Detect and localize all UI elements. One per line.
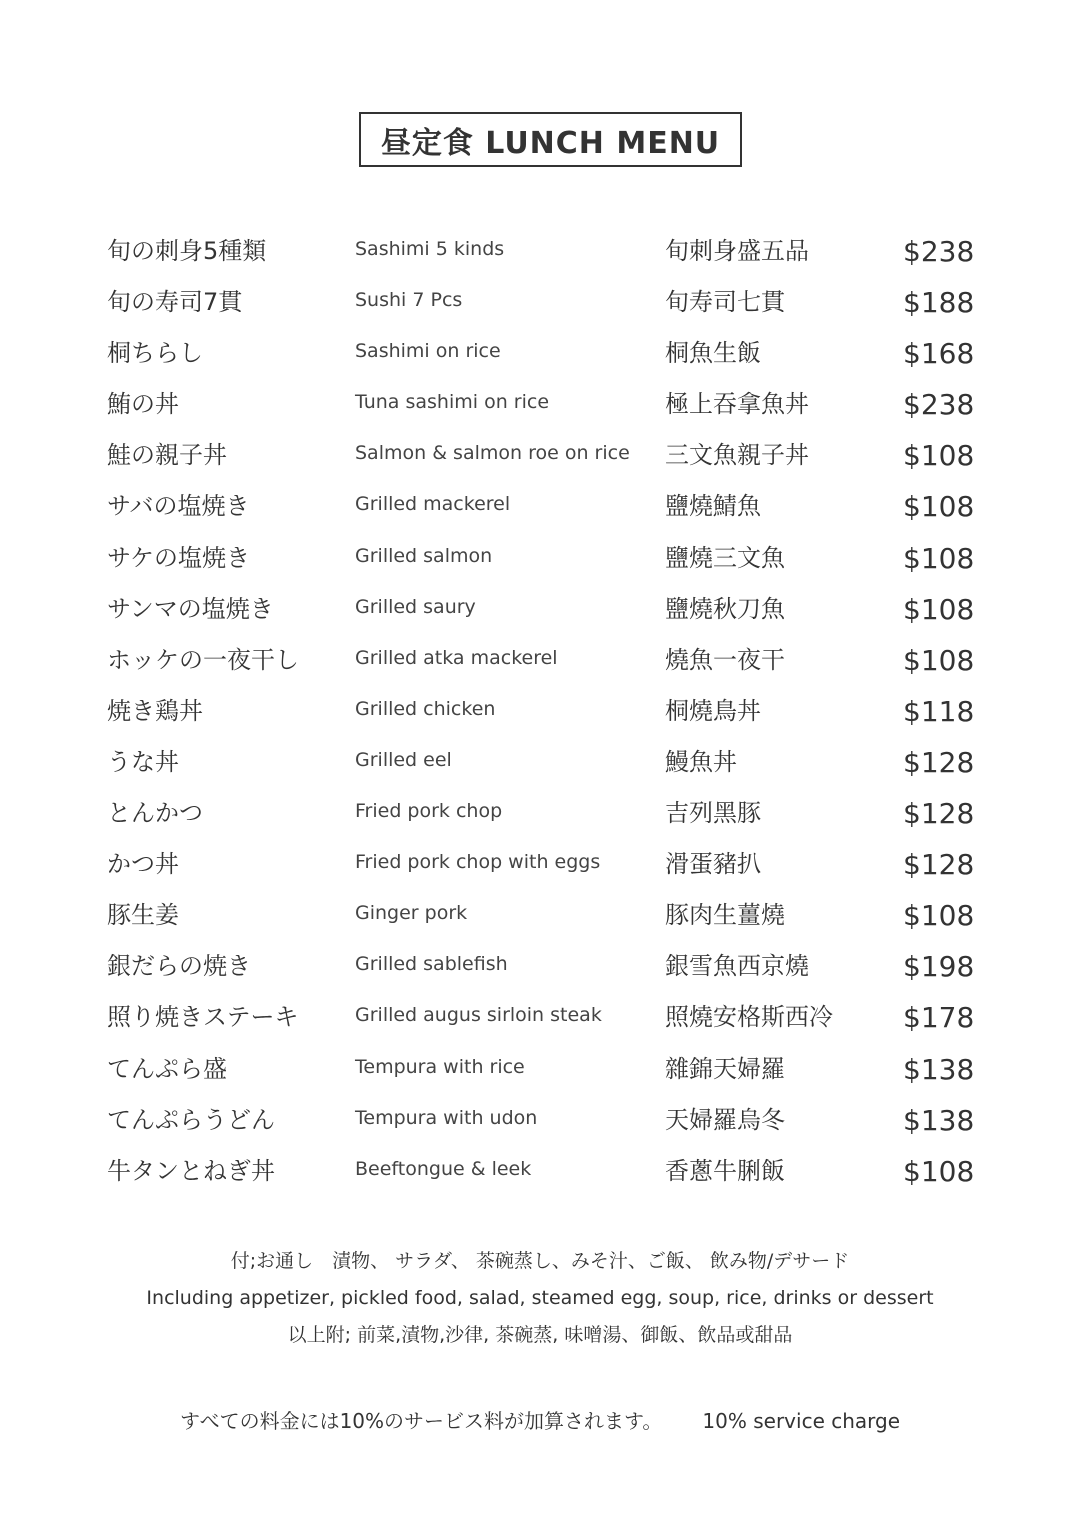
menu-item-price: $108: [903, 1154, 975, 1188]
menu-item-zh: 照燒安格斯西冷: [665, 1003, 833, 1032]
menu-item-en: Ginger pork: [355, 902, 468, 925]
menu-item-row: [0, 480, 1080, 531]
menu-item-row: [0, 378, 1080, 429]
menu-item-price: $108: [903, 592, 975, 626]
menu-item-price: $108: [903, 541, 975, 575]
included-note-jp: 付;お通し 漬物、 サラダ、 茶碗蒸し、みそ汁、ご飯、 飲み物/デサード: [230, 1250, 850, 1272]
included-note-en: Including appetizer, pickled food, salad, steamed egg, soup, rice, drinks or dessert: [146, 1287, 934, 1309]
menu-item-en: Grilled atka mackerel: [355, 646, 558, 669]
menu-item-price: $128: [903, 797, 975, 831]
menu-item-en: Grilled augus sirloin steak: [355, 1004, 602, 1027]
menu-item-jp: 鮪の丼: [107, 390, 179, 419]
menu-item-jp: とんかつ: [107, 799, 203, 828]
menu-item-zh: 鰻魚丼: [665, 747, 737, 776]
menu-item-en: Tempura with udon: [355, 1106, 538, 1129]
menu-item-en: Tempura with rice: [355, 1055, 525, 1078]
menu-item-row: [0, 685, 1080, 736]
menu-item-en: Grilled sablefish: [355, 953, 508, 976]
menu-item-row: [0, 225, 1080, 276]
menu-title-box: [359, 112, 742, 167]
menu-item-zh: 燒魚一夜干: [665, 645, 785, 674]
menu-item-zh: 三文魚親子丼: [665, 441, 809, 470]
menu-item-jp: 焼き鶏丼: [107, 696, 203, 725]
menu-item-row: [0, 1145, 1080, 1196]
menu-item-en: Fried pork chop with eggs: [355, 851, 601, 874]
menu-item-jp: 旬の刺身5種類: [107, 237, 267, 265]
menu-item-jp: サンマの塩焼き: [107, 594, 274, 623]
service-charge-en: 10% service charge: [702, 1409, 901, 1433]
service-charge-jp: すべての料金には10%のサービス料が加算されます。: [179, 1409, 663, 1433]
menu-item-jp: 銀だらの焼き: [107, 952, 251, 981]
menu-item-price: $138: [903, 1103, 975, 1137]
menu-item-price: $138: [903, 1052, 975, 1086]
menu-item-zh: 銀雪魚西京燒: [665, 952, 809, 981]
menu-item-price: $238: [903, 388, 975, 422]
menu-item-row: [0, 991, 1080, 1042]
menu-item-price: $108: [903, 439, 975, 473]
menu-item-price: $128: [903, 745, 975, 779]
service-charge-note: [0, 1405, 1080, 1434]
menu-item-en: Sushi 7 Pcs: [355, 289, 463, 312]
menu-item-row: [0, 327, 1080, 378]
menu-item-zh: 滑蛋豬扒: [665, 850, 761, 879]
menu-item-price: $108: [903, 899, 975, 933]
menu-item-zh: 天婦羅烏冬: [665, 1105, 785, 1134]
menu-item-price: $108: [903, 490, 975, 524]
menu-item-jp: 牛タンとねぎ丼: [107, 1156, 275, 1185]
menu-item-row: [0, 429, 1080, 480]
menu-item-en: Fried pork chop: [355, 800, 503, 823]
menu-list: [0, 225, 1080, 1196]
menu-item-jp: てんぷらうどん: [107, 1105, 275, 1134]
menu-item-en: Beeftongue & leek: [355, 1157, 532, 1180]
menu-item-row: [0, 889, 1080, 940]
menu-item-en: Salmon & salmon roe on rice: [355, 442, 630, 465]
menu-item-row: [0, 1043, 1080, 1094]
menu-item-price: $118: [903, 694, 975, 728]
menu-item-jp: 桐ちらし: [107, 339, 203, 368]
menu-item-price: $188: [903, 286, 975, 320]
menu-item-jp: ホッケの一夜干し: [107, 645, 299, 674]
menu-item-zh: 鹽燒秋刀魚: [665, 594, 785, 623]
menu-item-zh: 桐燒鳥丼: [665, 696, 761, 725]
menu-item-row: [0, 1094, 1080, 1145]
menu-item-row: [0, 940, 1080, 991]
menu-item-jp: かつ丼: [107, 850, 179, 879]
menu-item-price: $178: [903, 1001, 975, 1035]
menu-item-en: Tuna sashimi on rice: [355, 391, 550, 414]
menu-item-row: [0, 736, 1080, 787]
menu-item-en: Grilled chicken: [355, 697, 496, 720]
menu-item-zh: 極上吞拿魚丼: [665, 390, 809, 419]
menu-item-jp: サバの塩焼き: [107, 492, 250, 521]
menu-item-en: Grilled saury: [355, 595, 476, 618]
menu-item-price: $198: [903, 950, 975, 984]
menu-item-jp: てんぷら盛: [107, 1054, 227, 1083]
menu-item-zh: 吉列黑豚: [665, 799, 761, 828]
menu-item-jp: サケの塩焼き: [107, 543, 251, 572]
menu-item-price: $238: [903, 235, 975, 268]
menu-item-jp: 旬の寿司7貫: [107, 288, 243, 317]
menu-item-row: [0, 787, 1080, 838]
included-note-zh: 以上附; 前菜,漬物,沙律, 茶碗蒸, 味噌湯、御飯、飲品或甜品: [287, 1324, 793, 1346]
menu-item-price: $108: [903, 643, 975, 677]
menu-item-zh: 雜錦天婦羅: [665, 1054, 785, 1083]
menu-item-zh: 桐魚生飯: [665, 339, 761, 368]
menu-item-zh: 旬刺身盛五品: [665, 237, 809, 265]
menu-item-row: [0, 276, 1080, 327]
menu-item-row: [0, 634, 1080, 685]
menu-item-en: Grilled mackerel: [355, 493, 511, 516]
menu-item-zh: 旬寿司七貫: [665, 288, 785, 317]
menu-item-jp: 豚生姜: [107, 901, 179, 930]
menu-item-row: [0, 838, 1080, 889]
included-notes: [0, 1243, 1080, 1354]
menu-item-en: Grilled salmon: [355, 544, 493, 567]
menu-title: 昼定食 LUNCH MENU: [380, 125, 721, 161]
menu-item-row: [0, 532, 1080, 583]
menu-item-jp: 鮭の親子丼: [107, 441, 227, 470]
menu-item-en: Sashimi on rice: [355, 340, 501, 363]
menu-item-en: Grilled eel: [355, 748, 452, 771]
menu-item-zh: 豚肉生薑燒: [665, 901, 785, 930]
menu-item-jp: うな丼: [107, 747, 179, 776]
menu-item-jp: 照り焼きステーキ: [107, 1003, 299, 1032]
menu-item-price: $128: [903, 848, 975, 882]
menu-item-row: [0, 583, 1080, 634]
menu-item-zh: 鹽燒三文魚: [665, 543, 785, 572]
menu-item-zh: 香蔥牛脷飯: [665, 1156, 785, 1185]
menu-item-price: $168: [903, 337, 975, 371]
menu-item-en: Sashimi 5 kinds: [355, 238, 505, 260]
menu-item-zh: 鹽燒鯖魚: [665, 492, 761, 521]
